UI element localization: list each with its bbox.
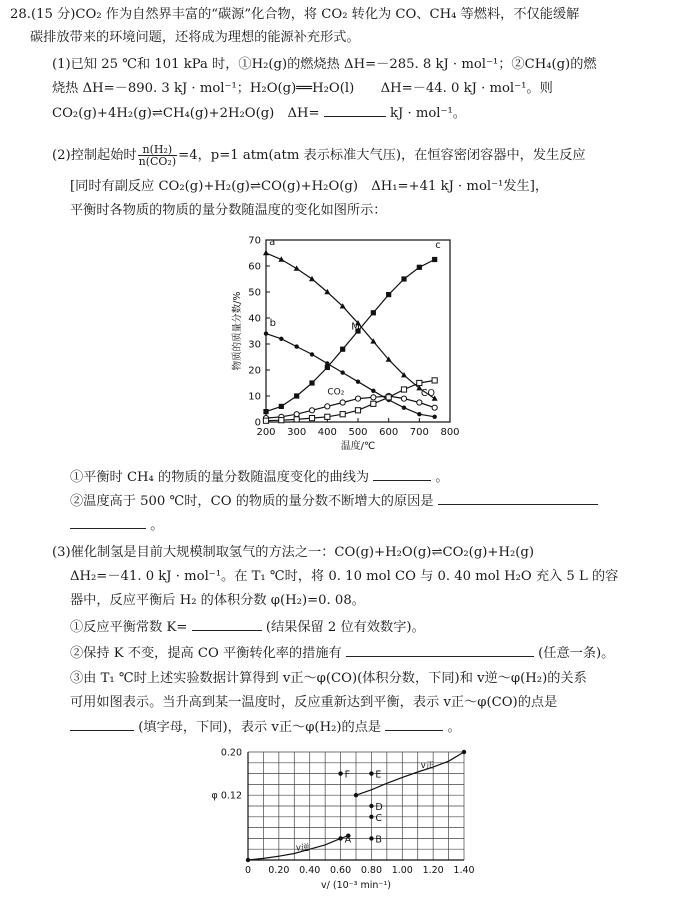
series-label-a: a <box>269 237 276 249</box>
part2-q2-end: 。 <box>150 518 164 533</box>
part2-line1 <box>52 144 586 167</box>
data-point <box>263 250 269 255</box>
part2-q1 <box>70 468 449 487</box>
y-axis-label: 物质的质量分数/% <box>232 291 243 371</box>
series-label-b: b <box>269 317 277 329</box>
part3-q3-line1: ③由 T₁ ℃时上述实验数据计算得到 v正～φ(CO)(体积分数，下同)和 v逆～φ(H₂)的关系 <box>70 671 587 686</box>
part1-line1: (1)已知 25 ℃和 101 kPa 时，①H₂(g)的燃烧热 ΔH=－285. 8 kJ · mol⁻¹；②CH₄(g)的燃 <box>52 57 597 72</box>
point-label-F: F <box>344 769 351 781</box>
point-label-B: B <box>375 834 382 846</box>
y-tick-label: 30 <box>248 339 261 351</box>
data-point <box>340 370 344 374</box>
part2-q2 <box>70 492 598 511</box>
x-tick-label: 400 <box>317 427 337 438</box>
x-axis-label: 温度/℃ <box>340 441 376 452</box>
data-point <box>325 414 330 419</box>
data-point <box>417 380 422 385</box>
part3-line1: (3)催化制氢是目前大规模制取氢气的方法之一：CO(g)+H₂O(g)⇌CO₂(g)+H₂(g) <box>52 545 534 560</box>
data-point <box>432 415 436 419</box>
data-point <box>371 310 376 315</box>
curve-endpoint <box>354 793 358 797</box>
series-label-c: c <box>435 239 441 251</box>
part1-equation: CO₂(g)+4H₂(g)⇌CH₄(g)+2H₂O(g) ΔH= <box>52 106 320 121</box>
data-point <box>263 409 268 414</box>
data-point <box>340 400 345 405</box>
answer-blank-reason-cont[interactable] <box>70 516 146 529</box>
data-point <box>401 387 406 392</box>
data-point <box>294 393 299 398</box>
ratio-fraction <box>138 144 178 167</box>
data-point <box>309 416 314 421</box>
y-tick-label: 70 <box>248 235 261 247</box>
answer-blank-k[interactable] <box>192 618 262 631</box>
data-point <box>356 380 360 384</box>
curve-endpoint <box>462 750 466 754</box>
point-label-E: E <box>375 769 382 781</box>
curve-endpoint <box>246 858 250 862</box>
data-point <box>309 276 315 281</box>
data-point <box>279 404 284 409</box>
data-point <box>432 257 437 262</box>
data-point <box>325 365 330 370</box>
y-tick-label: 40 <box>248 313 261 325</box>
fraction-numerator: n(H₂) <box>138 144 178 156</box>
question-header: 28.(15 分)CO₂ 作为自然界丰富的“碳源”化合物，将 CO₂ 转化为 CO、CH₄ 等燃料，不仅能缓解 <box>10 7 580 22</box>
part3-line3: 器中，反应平衡后 H₂ 的体积分数 φ(H₂)=0. 08。 <box>70 593 365 608</box>
part2-intro: (2)控制起始时 <box>52 148 137 163</box>
data-point <box>386 395 391 400</box>
data-point <box>309 380 314 385</box>
x-tick-label: 1.40 <box>453 865 475 876</box>
part2-conditions: =4，p=1 atm(atm 表示标准大气压)，在恒容密闭容器中，发生反应 <box>178 148 586 163</box>
data-point <box>371 395 376 400</box>
part3-q3-text: (填字母，下同)，表示 v正～φ(H₂)的点是 <box>138 720 382 735</box>
point-label-D: D <box>375 802 383 813</box>
data-point <box>294 417 299 422</box>
x-tick-label: 1.00 <box>391 865 413 876</box>
data-point <box>432 378 437 383</box>
y-tick-label: 60 <box>248 261 261 273</box>
data-point <box>310 352 314 356</box>
part2-q2-text: ②温度高于 500 ℃时，CO 的物质的量分数不断增大的原因是 <box>70 494 434 509</box>
x-tick-label: 0.80 <box>360 865 383 876</box>
part3-q2-text: ②保持 K 不变，提高 CO 平衡转化率的措施有 <box>70 646 342 661</box>
x-tick-label: 700 <box>409 427 429 438</box>
x-tick-label: 0 <box>244 865 252 876</box>
data-point <box>401 276 406 281</box>
part2-q1-text: ①平衡时 CH₄ 的物质的量分数随温度变化的曲线为 <box>70 470 370 485</box>
part3-q1-note: (结果保留 2 位有效数字)。 <box>265 620 425 635</box>
curve-label-forward: v正 <box>420 761 435 772</box>
rate-fraction-chart <box>200 742 492 892</box>
data-point <box>401 396 406 401</box>
answer-blank-point-co[interactable] <box>70 718 134 731</box>
data-point <box>264 331 268 335</box>
part3-line2: ΔH₂=－41. 0 kJ · mol⁻¹。在 T₁ ℃时，将 0. 10 mol CO 与 0. 40 mol H₂O 充入 5 L 的容 <box>70 569 619 584</box>
point-label-C: C <box>375 812 383 824</box>
part3-q2-note: (任意一条)。 <box>538 646 615 661</box>
data-point <box>371 401 376 406</box>
curve-label-reverse: v逆 <box>295 843 310 854</box>
series-label-co2: CO₂ <box>327 387 345 398</box>
y-tick-label: 20 <box>248 365 261 377</box>
series-label-co: CO <box>420 388 435 399</box>
data-point <box>402 406 406 410</box>
data-point <box>294 344 298 348</box>
data-point <box>432 405 437 410</box>
part2-line3: 平衡时各物质的物质的量分数随温度的变化如图所示： <box>70 203 387 218</box>
y-tick-label: φ 0.12 <box>211 790 242 802</box>
answer-blank-reason[interactable] <box>438 492 598 505</box>
data-point <box>417 400 422 405</box>
data-point <box>294 412 299 417</box>
y-tick-label: 0.20 <box>220 747 242 759</box>
point-F <box>338 771 342 775</box>
x-tick-label: 1.20 <box>422 865 444 876</box>
point-E <box>369 771 373 775</box>
data-point <box>263 418 268 423</box>
x-tick-label: 300 <box>287 427 307 438</box>
data-point <box>386 292 391 297</box>
x-tick-label: 0.40 <box>299 865 321 876</box>
point-C <box>369 815 373 819</box>
part2-q2-cont <box>70 516 163 535</box>
x-tick-label: 200 <box>256 427 276 438</box>
data-point <box>325 404 330 409</box>
point-D <box>369 804 373 808</box>
data-point <box>355 408 360 413</box>
part1-line2: 烧热 ΔH=－890. 3 kJ · mol⁻¹；H₂O(g)══H₂O(l) ΔH=－44. 0 kJ · mol⁻¹。则 <box>52 81 553 96</box>
data-point <box>417 412 421 416</box>
series-line-c <box>266 260 435 412</box>
data-point <box>340 347 345 352</box>
y-tick-label: 50 <box>248 287 261 299</box>
part1-line3 <box>52 104 466 123</box>
data-point <box>355 396 360 401</box>
part3-q1-text: ①反应平衡常数 K= <box>70 620 188 635</box>
x-tick-label: 500 <box>348 427 368 438</box>
answer-blank-point-h2[interactable] <box>385 718 443 731</box>
data-point <box>279 337 283 341</box>
x-tick-label: 0.20 <box>268 865 290 876</box>
mole-fraction-chart <box>228 228 466 460</box>
part3-q3-line2: 可用如图表示。当升高到某一温度时，反应重新达到平衡，表示 v正～φ(CO)的点是 <box>70 695 558 710</box>
answer-blank-dh[interactable] <box>324 104 386 117</box>
y-tick-label: 10 <box>248 391 261 403</box>
point-B <box>369 836 373 840</box>
x-tick-label: 800 <box>440 427 460 438</box>
part2-line2: [同时有副反应 CO₂(g)+H₂(g)⇌CO(g)+H₂O(g) ΔH₁=+41 kJ · mol⁻¹发生]， <box>70 179 549 194</box>
part1-unit: kJ · mol⁻¹。 <box>389 106 466 121</box>
data-point <box>417 265 422 270</box>
answer-blank-measure[interactable] <box>346 644 534 657</box>
x-tick-label: 600 <box>379 427 399 438</box>
data-point <box>371 389 375 393</box>
part3-q3-line3 <box>70 718 461 737</box>
series-line-b <box>266 334 435 417</box>
intersection-label-m: M <box>351 321 360 333</box>
data-point <box>309 408 314 413</box>
data-point <box>294 265 300 270</box>
x-axis-label: v/ (10⁻³ min⁻¹) <box>321 880 391 891</box>
part3-q3-end: 。 <box>447 720 461 735</box>
question-header-cont: 碳排放带来的环境问题，还将成为理想的能源补充形式。 <box>30 30 360 45</box>
fraction-denominator: n(CO₂) <box>138 155 177 168</box>
y-tick-label: 0 <box>254 417 261 429</box>
point-label-A: A <box>344 834 352 846</box>
data-point <box>279 418 284 423</box>
x-tick-label: 0.60 <box>329 865 352 876</box>
data-point <box>340 412 345 417</box>
part2-q1-end: 。 <box>435 470 449 485</box>
point-A <box>338 836 342 840</box>
answer-blank-curve[interactable] <box>373 468 431 481</box>
part3-q1 <box>70 618 425 637</box>
part3-q2 <box>70 644 614 663</box>
